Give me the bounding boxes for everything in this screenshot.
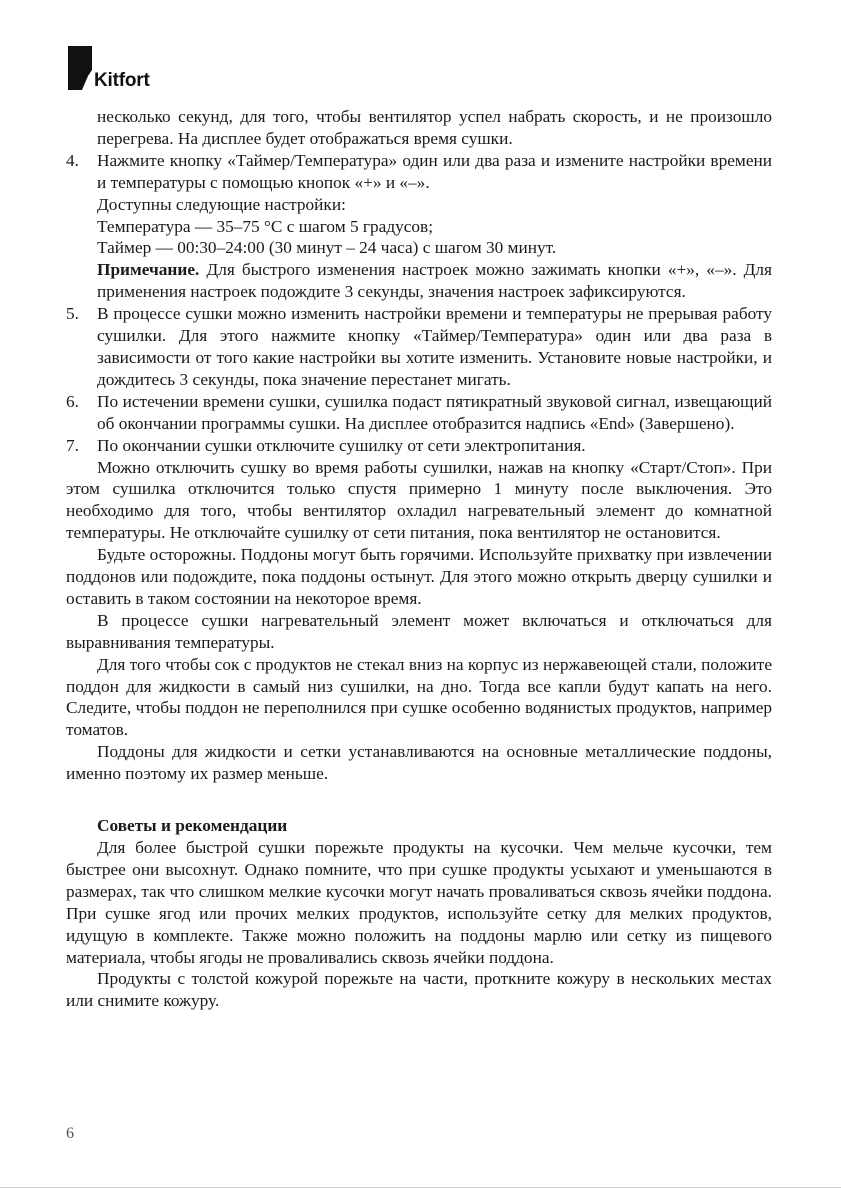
tips-paragraph: Продукты с толстой кожурой порежьте на части, проткните кожуру в нескольких местах или снимите кожуру. [66, 969, 772, 1011]
body-paragraph: Можно отключить сушку во время работы сушилки, нажав на кнопку «Старт/Стоп». При этом сушилка отключится только спустя примерно 1 минуту после выключения. Это необходимо для того, чтобы вентилятор охладил нагревательный элемент до комнатной температуры. Не отключайте сушилку от сети питания, пока вентилятор не остановится. [66, 457, 772, 543]
list-item-7 [66, 435, 772, 457]
list-item-text: Нажмите кнопку «Таймер/Температура» один или два раза и измените настройки времени и температуры с помощью кнопок «+» и «–». [97, 150, 772, 192]
list-item-number: 6. [66, 391, 79, 411]
note [97, 259, 772, 303]
list-item-text: По истечении времени сушки, сушилка подаст пятикратный звуковой сигнал, извещающий об окончании программы сушки. На дисплее отобразится надпись «End» (Завершено). [97, 391, 772, 433]
list-item-5 [66, 303, 772, 391]
page-content [66, 106, 772, 1012]
body-paragraph: Поддоны для жидкости и сетки устанавливаются на основные металлические поддоны, именно поэтому их размер меньше. [66, 742, 772, 784]
note-text: Для быстрого изменения настроек можно зажимать кнопки «+», «–». Для применения настроек подождите 3 секунды, значения настроек зафиксируются. [97, 260, 772, 302]
brand-logo [68, 46, 168, 96]
body-paragraph: Будьте осторожны. Поддоны могут быть горячими. Используйте прихватку при извлечении поддонов или подождите, пока поддоны остынут. Для этого можно открыть дверцу сушилки и оставить в таком состоянии на некоторое время. [66, 545, 772, 608]
list-item-number: 4. [66, 150, 79, 170]
list-item-number: 7. [66, 435, 79, 455]
list-item-4 [66, 150, 772, 303]
temperature-setting: Температура — 35–75 °C с шагом 5 градусов; [97, 216, 434, 236]
note-label: Примечание. [97, 260, 200, 280]
tips-paragraph: Для более быстрой сушки порежьте продукты на кусочки. Чем мельче кусочки, тем быстрее они высохнут. Однако помните, что при сушке продукты усыхают и уменьшаются в размерах, так что слишком мелкие кусочки могут начать проваливаться сквозь ячейки поддона. При сушке ягод или прочих мелких продуктов, используйте сетку для мелких продуктов, идущую в комплекте. Также можно положить на поддоны марлю или сетку из пищевого материала, чтобы ягоды не проваливались сквозь ячейки поддона. [66, 838, 772, 967]
continued-paragraph: несколько секунд, для того, чтобы вентилятор успел набрать скорость, и не произошло перегрева. На дисплее будет отображаться время сушки. [97, 107, 772, 148]
body-paragraph: Для того чтобы сок с продуктов не стекал вниз на корпус из нержавеющей стали, положите поддон для жидкости в самый низ сушилки, на дно. Тогда все капли будут капать на него. Следите, чтобы поддон не переполнился при сушке особенно водянистых продуктов, например томатов. [66, 654, 772, 740]
list-item-text: В процессе сушки можно изменить настройки времени и температуры не прерывая работу сушилки. Для этого нажмите кнопку «Таймер/Температура» один или два раза в зависимости от того какие настройки вы хотите изменить. Установите новые настройки, и дождитесь 3 секунды, пока значение перестанет мигать. [97, 304, 772, 389]
list-item-text: По окончании сушки отключите сушилку от сети электропитания. [97, 435, 586, 455]
timer-setting: Таймер — 00:30–24:00 (30 минут – 24 часа) с шагом 30 минут. [97, 238, 557, 258]
settings-intro: Доступны следующие настройки: [97, 194, 346, 214]
brand-name: Kitfort [94, 70, 150, 91]
section-heading: Советы и рекомендации [97, 816, 288, 836]
kitfort-logo-mark-icon [68, 46, 92, 90]
page-number: 6 [66, 1125, 74, 1142]
list-item-6 [66, 391, 772, 435]
list-item-number: 5. [66, 304, 79, 324]
body-paragraph: В процессе сушки нагревательный элемент может включаться и отключаться для выравнивания температуры. [66, 610, 772, 652]
